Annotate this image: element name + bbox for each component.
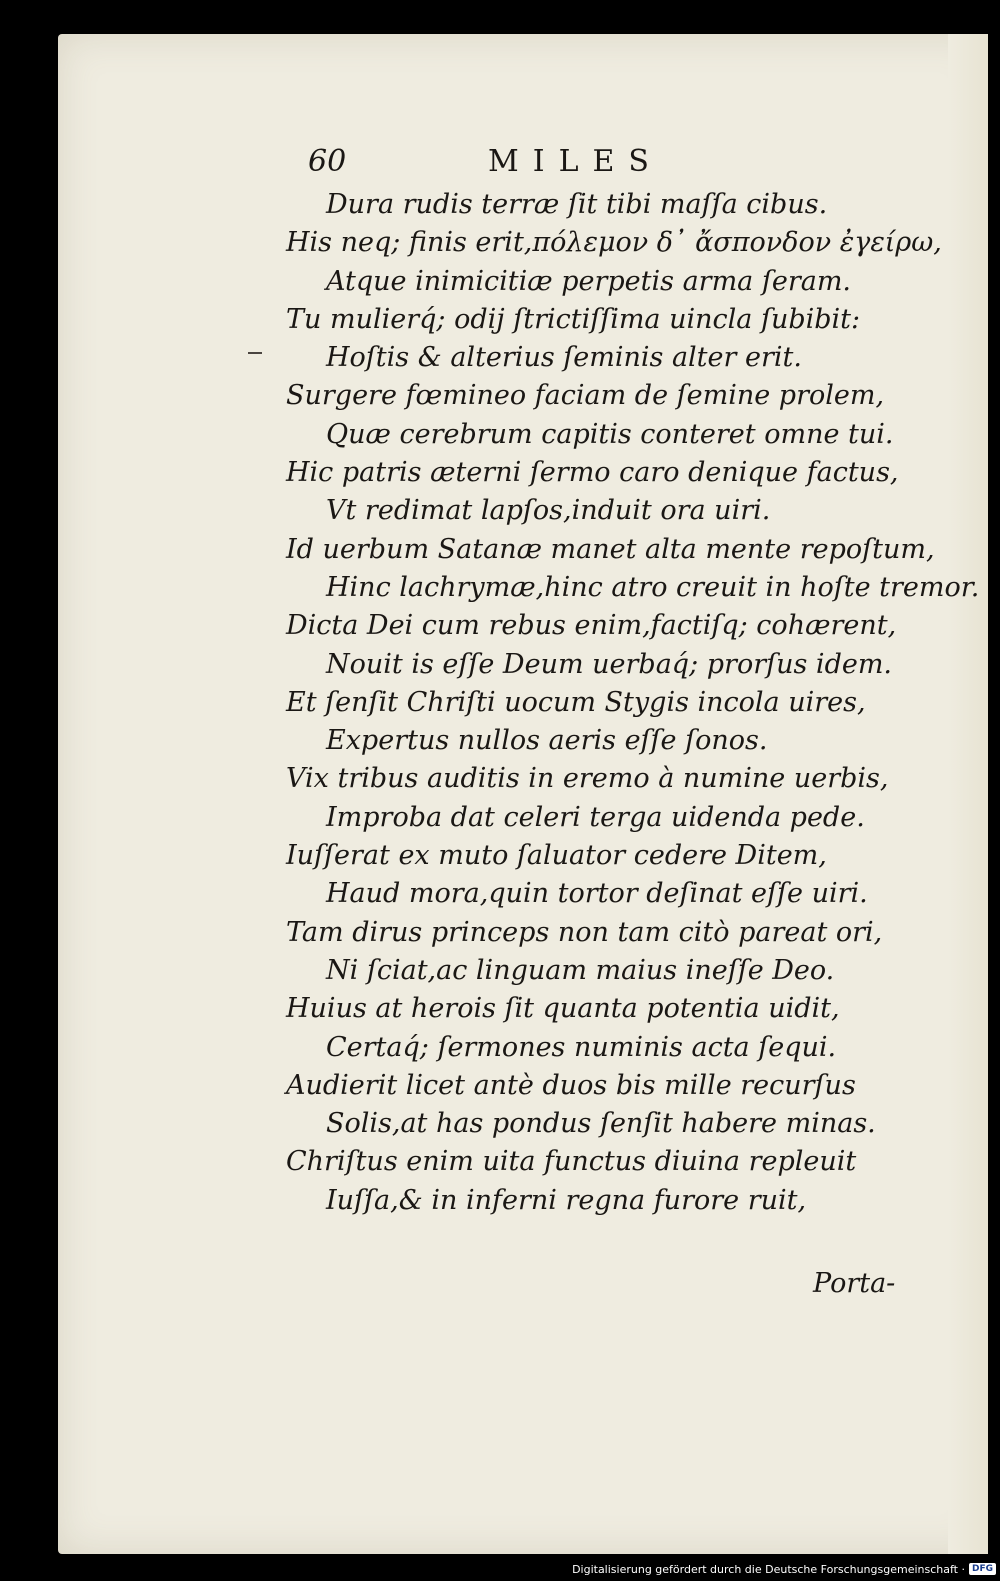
catchword: Porta- [813,1268,896,1299]
verse-line: Tam dirus princeps non tam citò pareat ori, [286,916,883,948]
verse-line: Improba dat celeri terga uidenda pede. [326,801,865,833]
verse-line: His neq; finis erit,πόλεμον δ᾽ ἄσπονδον ἐγείρω, [286,227,942,259]
verse-line: Dura rudis terræ ſit tibi maſſa cibus. [326,189,828,220]
verse-line: Haud mora,quin tortor deſinat eſſe uiri. [326,878,868,910]
verse-line: Expertus nullos aeris eſſe ſonos. [326,725,768,757]
verse-line: Vix tribus auditis in eremo à numine uerbis, [286,763,889,795]
verse-line: Hoſtis & alterius ſeminis alter erit. [326,342,802,374]
verse-text [286,186,980,1220]
verse-line: Audierit licet antè duos bis mille recurſus [286,1069,856,1101]
verse-line: Dicta Dei cum rebus enim,factiſq; cohærent, [286,610,897,642]
page-number: 60 [308,144,347,179]
verse-line: Tu mulierq́; odij ſtrictiſſima uincla ſubibit: [286,303,861,335]
verse-line: Surgere fœmineo faciam de ſemine prolem, [286,380,885,412]
verse-line: Chriſtus enim uita functus diuina repleuit [286,1146,857,1178]
verse-line: Hinc lachrymæ,hinc atro creuit in hoſte tremor. [326,571,980,603]
digitization-footer [572,1559,996,1579]
verse-line: Solis,at has pondus ſenſit habere minas. [326,1108,876,1140]
verse-line: Id uerbum Satanæ manet alta mente repoſtum, [286,533,935,565]
running-title: MILES [488,144,663,179]
verse-line: Iuſſa,& in inferni regna furore ruit, [326,1184,807,1216]
verse-line: Huius at herois ſit quanta potentia uidit, [286,993,840,1025]
verse-line: Nouit is eſſe Deum uerbaq́; prorſus idem. [326,648,893,680]
page-edge-shading [948,34,988,1554]
verse-line: Vt redimat lapſos,induit ora uiri. [326,495,771,527]
verse-line: Certaq́; ſermones numinis acta ſequi. [326,1031,837,1063]
book-page [58,34,988,1554]
verse-line: Hic patris æterni ſermo caro denique factus, [286,457,899,489]
footer-credit: Digitalisierung gefördert durch die Deutsche Forschungsgemeinschaft · [572,1562,965,1576]
verse-line: Ni ſciat,ac linguam maius ineſſe Deo. [326,954,835,986]
verse-line: Et ſenſit Chriſti uocum Stygis incola uires, [286,686,866,718]
verse-line: Atque inimicitiæ perpetis arma ſeram. [326,265,852,297]
dfg-logo-icon: DFG [969,1563,996,1575]
verse-line: Quæ cerebrum capitis conteret omne tui. [326,418,894,450]
margin-mark [248,352,262,354]
verse-line: Iuſſerat ex muto ſaluator cedere Ditem, [286,840,827,872]
